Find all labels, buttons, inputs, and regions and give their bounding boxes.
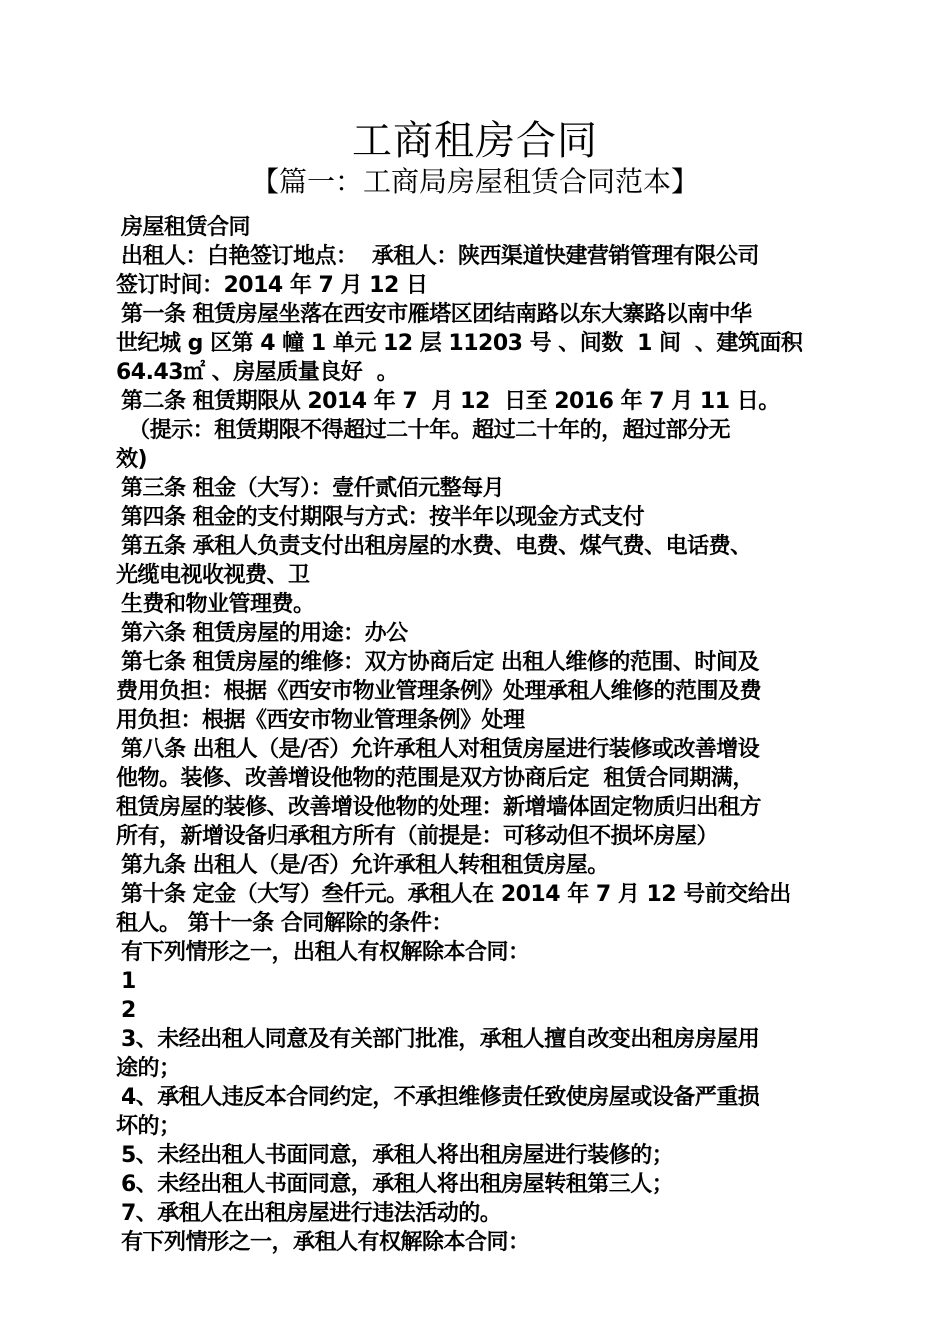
text-line: 5、未经出租人书面同意，承租人将出租房屋进行装修的； <box>121 1143 674 1168</box>
text-line: 途的； <box>116 1056 181 1081</box>
contract-body <box>116 213 836 1257</box>
text-line: 所有，新增设备归承租方所有（前提是：可移动但不损坏房屋） <box>116 824 719 849</box>
text-line: 他物。装修、改善增设他物的范围是双方协商后定 租赁合同期满， <box>116 766 754 791</box>
text-line: 第八条 出租人（是/否）允许承租人对租赁房屋进行装修或改善增设 <box>121 737 760 762</box>
text-line: 光缆电视收视费、卫 <box>116 563 310 588</box>
document-title: 工商租房合同 <box>352 118 598 164</box>
text-line: 第七条 租赁房屋的维修：双方协商后定 出租人维修的范围、时间及 <box>121 650 759 675</box>
text-line: 租赁房屋的装修、改善增设他物的处理：新增墙体固定物质归出租方 <box>116 795 762 820</box>
text-line: 坏的； <box>116 1114 181 1139</box>
text-line: 第九条 出租人（是/否）允许承租人转租租赁房屋。 <box>121 853 609 878</box>
text-line: 生费和物业管理费。 <box>121 592 315 617</box>
text-line: 签订时间：2014 年 7 月 12 日 <box>116 273 428 298</box>
text-line: 有下列情形之一，承租人有权解除本合同： <box>121 1230 530 1255</box>
text-line: 第四条 租金的支付期限与方式：按半年以现金方式支付 <box>121 505 645 530</box>
text-line: 用负担：根据《西安市物业管理条例》处理 <box>116 708 525 733</box>
text-line: 4、承租人违反本合同约定，不承担维修责任致使房屋或设备严重损 <box>121 1085 760 1110</box>
text-line: 第五条 承租人负责支付出租房屋的水费、电费、煤气费、电话费、 <box>121 534 752 559</box>
text-line: （提示：租赁期限不得超过二十年。超过二十年的，超过部分无 <box>121 418 731 443</box>
text-line: 7、承租人在出租房屋进行违法活动的。 <box>121 1201 502 1226</box>
document-subtitle: 【篇一：工商局房屋租赁合同范本】 <box>250 165 699 198</box>
text-line: 第十条 定金（大写）叁仟元。承租人在 2014 年 7 月 12 号前交给出 <box>121 882 791 907</box>
text-line: 费用负担：根据《西安市物业管理条例》处理承租人维修的范围及费 <box>116 679 762 704</box>
text-line: 出租人：白艳签订地点： 承租人：陕西渠道快建营销管理有限公司 <box>121 244 759 269</box>
text-line: 1 <box>121 969 136 994</box>
text-line: 效) <box>116 447 148 472</box>
text-line: 6、未经出租人书面同意，承租人将出租房屋转租第三人； <box>121 1172 674 1197</box>
text-line: 3、未经出租人同意及有关部门批准，承租人擅自改变出租房房屋用 <box>121 1027 760 1052</box>
text-line: 有下列情形之一，出租人有权解除本合同： <box>121 940 530 965</box>
text-line: 64.43㎡ 、房屋质量良好 。 <box>116 360 399 385</box>
text-line: 第二条 租赁期限从 2014 年 7 月 12 日至 2016 年 7 月 11 日。 <box>121 389 780 414</box>
text-line: 第六条 租赁房屋的用途：办公 <box>121 621 408 646</box>
text-line: 房屋租赁合同 <box>121 215 251 240</box>
text-line: 2 <box>121 998 136 1023</box>
text-line: 第三条 租金（大写）：壹仟贰佰元整每月 <box>121 476 505 501</box>
text-line: 第一条 租赁房屋坐落在西安市雁塔区团结南路以东大寨路以南中华 <box>121 302 752 327</box>
text-line: 租人。 第十一条 合同解除的条件： <box>116 911 453 936</box>
text-line: 世纪城 g 区第 4 幢 1 单元 12 层 11203 号 、间数 1 间 、建筑面积 <box>116 331 803 356</box>
